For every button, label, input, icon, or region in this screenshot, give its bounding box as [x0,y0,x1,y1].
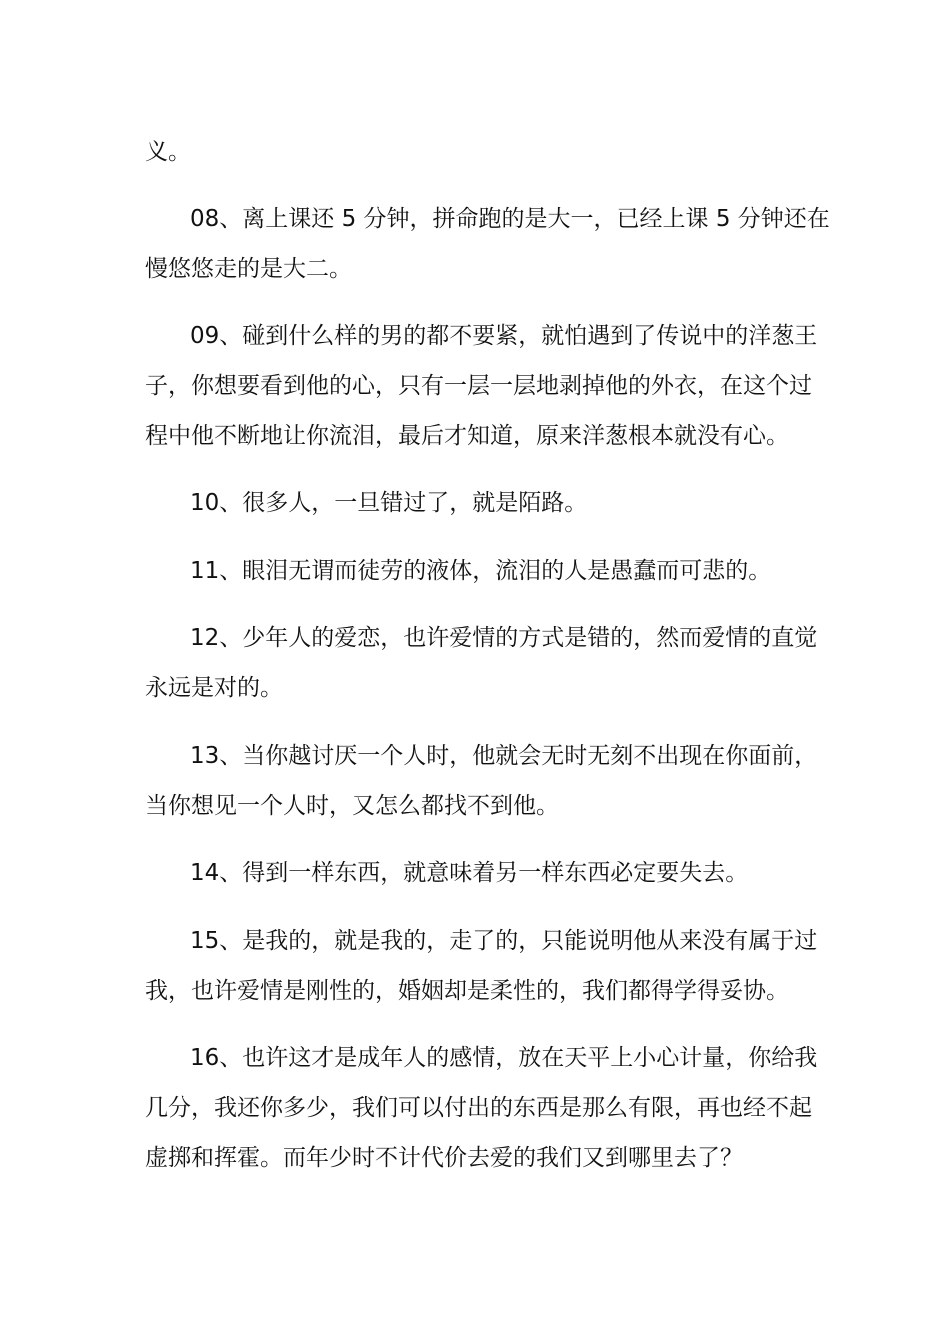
paragraph-line: 虚掷和挥霍。而年少时不计代价去爱的我们又到哪里去了？ [145,1145,743,1171]
paragraph-line: 08、离上课还 5 分钟，拼命跑的是大一，已经上课 5 分钟还在 [190,206,830,232]
paragraph-line: 子，你想要看到他的心，只有一层一层地剥掉他的外衣，在这个过 [145,373,812,399]
paragraph-line: 11、眼泪无谓而徒劳的液体，流泪的人是愚蠢而可悲的。 [190,558,772,584]
paragraph-line: 我，也许爱情是刚性的，婚姻却是柔性的，我们都得学得妥协。 [145,978,789,1004]
paragraph-line: 当你想见一个人时，又怎么都找不到他。 [145,793,559,819]
paragraph-line: 16、也许这才是成年人的感情，放在天平上小心计量，你给我 [190,1045,818,1071]
paragraph-line: 几分，我还你多少，我们可以付出的东西是那么有限，再也经不起 [145,1095,812,1121]
paragraph-line: 12、少年人的爱恋，也许爱情的方式是错的，然而爱情的直觉 [190,625,818,651]
paragraph-line: 14、得到一样东西，就意味着另一样东西必定要失去。 [190,860,749,886]
paragraph-line: 义。 [145,139,191,165]
paragraph-line: 13、当你越讨厌一个人时，他就会无时无刻不出现在你面前， [190,743,818,769]
paragraph-line: 永远是对的。 [145,675,283,701]
paragraph-line: 09、碰到什么样的男的都不要紧，就怕遇到了传说中的洋葱王 [190,323,818,349]
paragraph-line: 10、很多人，一旦错过了，就是陌路。 [190,490,588,516]
paragraph-line: 程中他不断地让你流泪，最后才知道，原来洋葱根本就没有心。 [145,423,789,449]
paragraph-line: 慢悠悠走的是大二。 [145,256,352,282]
paragraph-line: 15、是我的，就是我的，走了的，只能说明他从来没有属于过 [190,928,818,954]
